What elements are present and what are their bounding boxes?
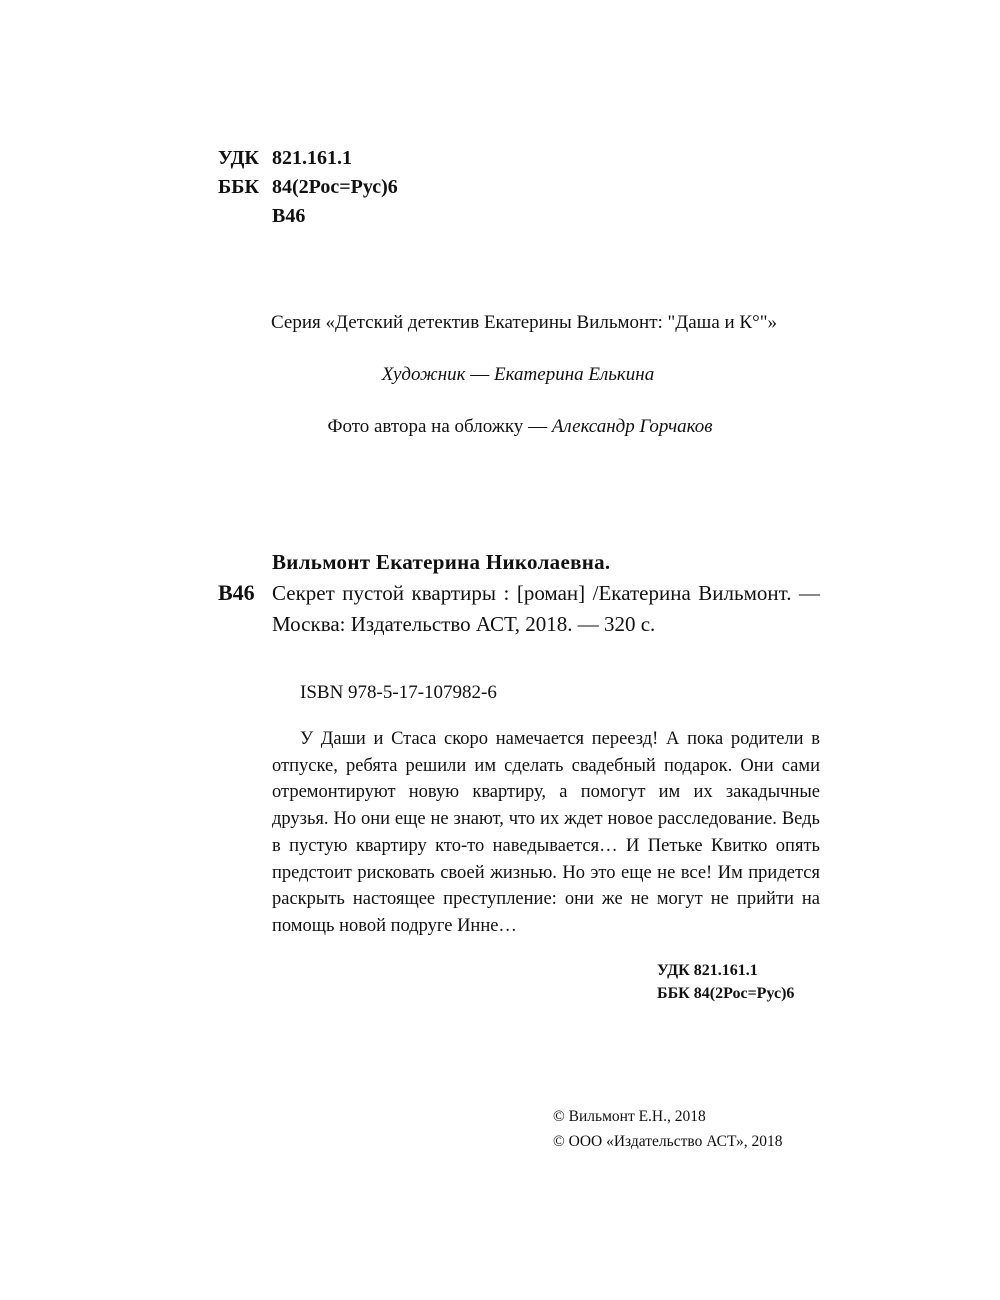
bib-author-heading: Вильмонт Екатерина Николаевна. [272, 550, 611, 574]
udk-code: 821.161.1 [272, 147, 352, 169]
bottom-udk: УДК 821.161.1 [657, 962, 758, 979]
artist-role: Художник [381, 364, 466, 385]
series-credit: Серия «Детский детектив Екатерины Вильмонт: "Даша и К°"» [271, 312, 777, 333]
author-mark: В46 [272, 205, 306, 227]
bottom-bbk: ББК 84(2Рос=Рус)6 [657, 985, 795, 1002]
artist-name: Екатерина Елькина [494, 364, 655, 385]
artist-credit [18, 364, 1000, 386]
copyright-publisher: © ООО «Издательство АСТ», 2018 [553, 1133, 783, 1150]
bbk-label: ББК [218, 176, 259, 198]
isbn: ISBN 978-5-17-107982-6 [300, 682, 497, 703]
bbk-code: 84(2Рос=Рус)6 [272, 176, 398, 198]
artist-dash: — [465, 364, 495, 385]
udk-label: УДК [218, 147, 259, 169]
photo-role: Фото автора на обложку [327, 416, 524, 437]
bib-author-mark: В46 [218, 580, 255, 605]
photo-credit [20, 416, 1000, 438]
bib-description: Секрет пустой квартиры : [роман] /Екатерина Вильмонт. — Москва: Издательство АСТ, 2018. — 320 с. [272, 581, 820, 636]
photo-dash: — [523, 416, 552, 437]
copyright-author: © Вильмонт Е.Н., 2018 [553, 1108, 706, 1125]
photo-name: Александр Горчаков [551, 416, 713, 437]
annotation-paragraph: У Даши и Стаса скоро намечается переезд! А пока родители в отпуске, ребята решили им сделать свадебный подарок. Они сами отремонтируют новую квартиру, а помогут им их закадычные друзья. Но они еще не знают, что их ждет новое расследование. Ведь в пустую квартиру кто-то наведывается… И Петьке Квитко опять предстоит рисковать своей жизнью. Но это еще не все! Им придется раскрыть настоящее преступление: они же не могут не прийти на помощь новой подруге Инне… [272, 729, 820, 936]
